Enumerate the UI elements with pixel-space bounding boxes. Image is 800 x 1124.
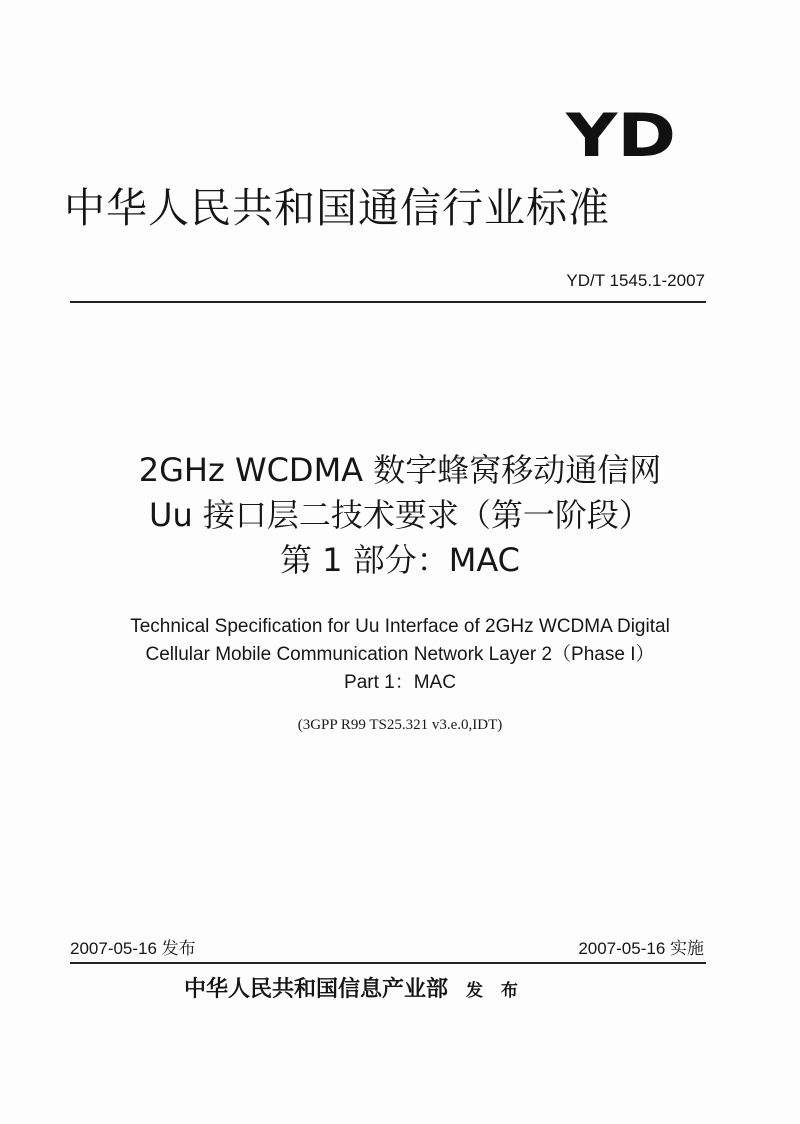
chinese-title: [60, 448, 740, 583]
implementation-date: 2007-05-16 实施: [578, 939, 704, 958]
english-title: [60, 613, 740, 697]
chinese-title-line-1: 2GHz WCDMA 数字蜂窝移动通信网: [138, 451, 662, 489]
identity-reference: (3GPP R99 TS25.321 v3.e.0,IDT): [297, 717, 503, 733]
footer-divider: [70, 962, 706, 964]
issuing-authority-suffix: 发 布: [466, 981, 524, 1001]
english-title-line-1: Technical Specification for Uu Interface of 2GHz WCDMA Digital: [130, 616, 670, 637]
yd-logo: YD: [566, 101, 677, 171]
issuing-authority: [184, 974, 524, 1006]
standard-number: YD/T 1545.1-2007: [566, 271, 705, 290]
english-title-line-2: Cellular Mobile Communication Network Layer 2（Phase I）: [145, 644, 655, 665]
header-divider: [70, 301, 706, 303]
english-title-line-3: Part 1：MAC: [344, 672, 456, 693]
standard-organization-heading: 中华人民共和国通信行业标准: [64, 184, 610, 232]
issue-date: 2007-05-16 发布: [70, 939, 196, 958]
issuing-authority-name: 中华人民共和国信息产业部: [184, 976, 449, 1002]
chinese-title-line-3: 第 1 部分：MAC: [280, 541, 520, 579]
chinese-title-line-2: Uu 接口层二技术要求（第一阶段）: [149, 496, 651, 534]
